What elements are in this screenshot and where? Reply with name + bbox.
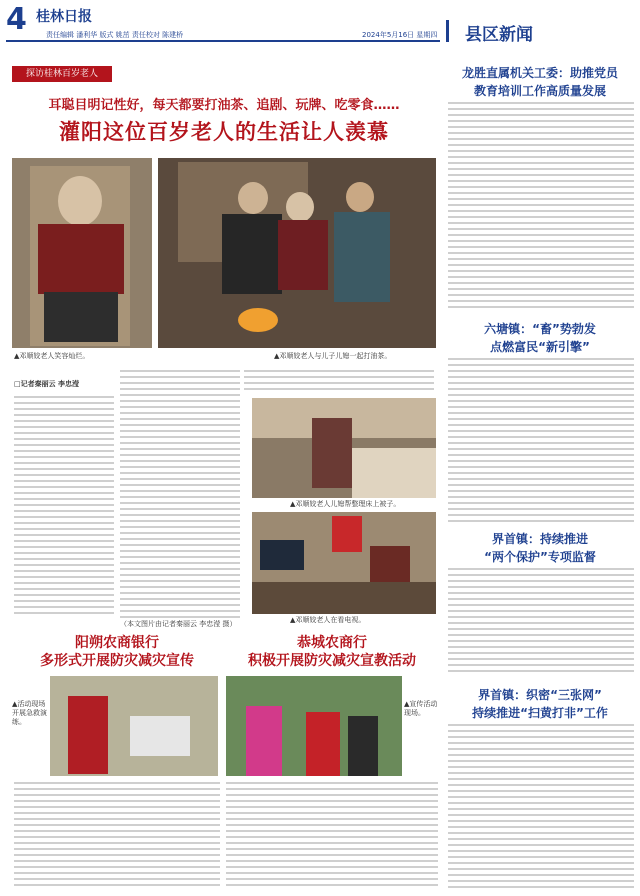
family-photo bbox=[158, 158, 436, 348]
portrait-caption: ▲邓顺姣老人笑容灿烂。 bbox=[14, 352, 90, 360]
bm-photo bbox=[226, 676, 402, 776]
photo-credit: （本文图片由记者秦丽云 李忠滢 摄） bbox=[120, 620, 237, 628]
editor-credits: 责任编辑 潘利华 版式 姚茁 责任校对 陈建桥 bbox=[46, 31, 184, 39]
family-caption: ▲邓顺姣老人与儿子儿媳一起打油茶。 bbox=[274, 352, 392, 360]
bedroom-caption: ▲邓顺姣老人儿媳帮整理床上被子。 bbox=[290, 500, 401, 508]
tv-caption: ▲邓顺姣老人在看电视。 bbox=[290, 616, 366, 624]
body-text-placeholder bbox=[244, 370, 434, 392]
bl-photo bbox=[50, 676, 218, 776]
story2-title-1: 六塘镇：“畜”势勃发 bbox=[484, 322, 596, 336]
tv-photo bbox=[252, 512, 436, 614]
body-text-placeholder bbox=[448, 724, 634, 888]
story3-title-1: 界首镇：持续推进 bbox=[491, 532, 588, 546]
body-text-placeholder bbox=[226, 782, 438, 888]
body-text-placeholder bbox=[448, 358, 634, 522]
body-text-placeholder bbox=[14, 396, 114, 618]
bl-title-1: 阳朔农商银行 bbox=[75, 635, 159, 651]
main-byline: □记者秦丽云 李忠滢 bbox=[14, 380, 80, 388]
main-headline: 灌阳这位百岁老人的生活让人羡慕 bbox=[59, 120, 389, 144]
body-text-placeholder bbox=[448, 102, 634, 310]
bedroom-photo bbox=[252, 398, 436, 498]
bl-title-2: 多形式开展防灾减灾宣传 bbox=[40, 653, 194, 669]
section-title: 县区新闻 bbox=[465, 25, 533, 45]
main-subhead: 耳聪目明记性好，每天都要打油茶、追剧、玩牌、吃零食…… bbox=[48, 98, 400, 113]
story3-title-2: “两个保护”专项监督 bbox=[484, 550, 596, 564]
story1-title-2: 教育培训工作高质量发展 bbox=[473, 84, 606, 98]
bm-title-1: 恭城农商行 bbox=[297, 635, 367, 651]
section-header bbox=[446, 20, 634, 45]
story2-title-2: 点燃富民“新引擎” bbox=[490, 340, 590, 354]
bm-caption: ▲宣传活动现场。 bbox=[404, 700, 438, 717]
story4-title-1: 界首镇：织密“三张网” bbox=[478, 688, 602, 702]
story4-title-2: 持续推进“扫黄打非”工作 bbox=[472, 706, 608, 720]
issue-date: 2024年5月16日 星期四 bbox=[362, 31, 438, 39]
body-text-placeholder bbox=[14, 782, 220, 888]
bm-title-2: 积极开展防灾减灾宣教活动 bbox=[248, 653, 416, 669]
story1-title-1: 龙胜直属机关工委：助推党员 bbox=[461, 66, 618, 80]
body-text-placeholder bbox=[448, 568, 634, 676]
portrait-photo bbox=[12, 158, 152, 348]
body-text-placeholder bbox=[120, 370, 240, 618]
bl-caption: ▲活动现场开展急救演练。 bbox=[12, 700, 47, 726]
header-rule bbox=[6, 40, 440, 42]
series-badge: 探访桂林百岁老人 bbox=[12, 66, 112, 82]
paper-name: 桂林日报 bbox=[36, 9, 92, 25]
page-number: 4 bbox=[6, 2, 27, 37]
